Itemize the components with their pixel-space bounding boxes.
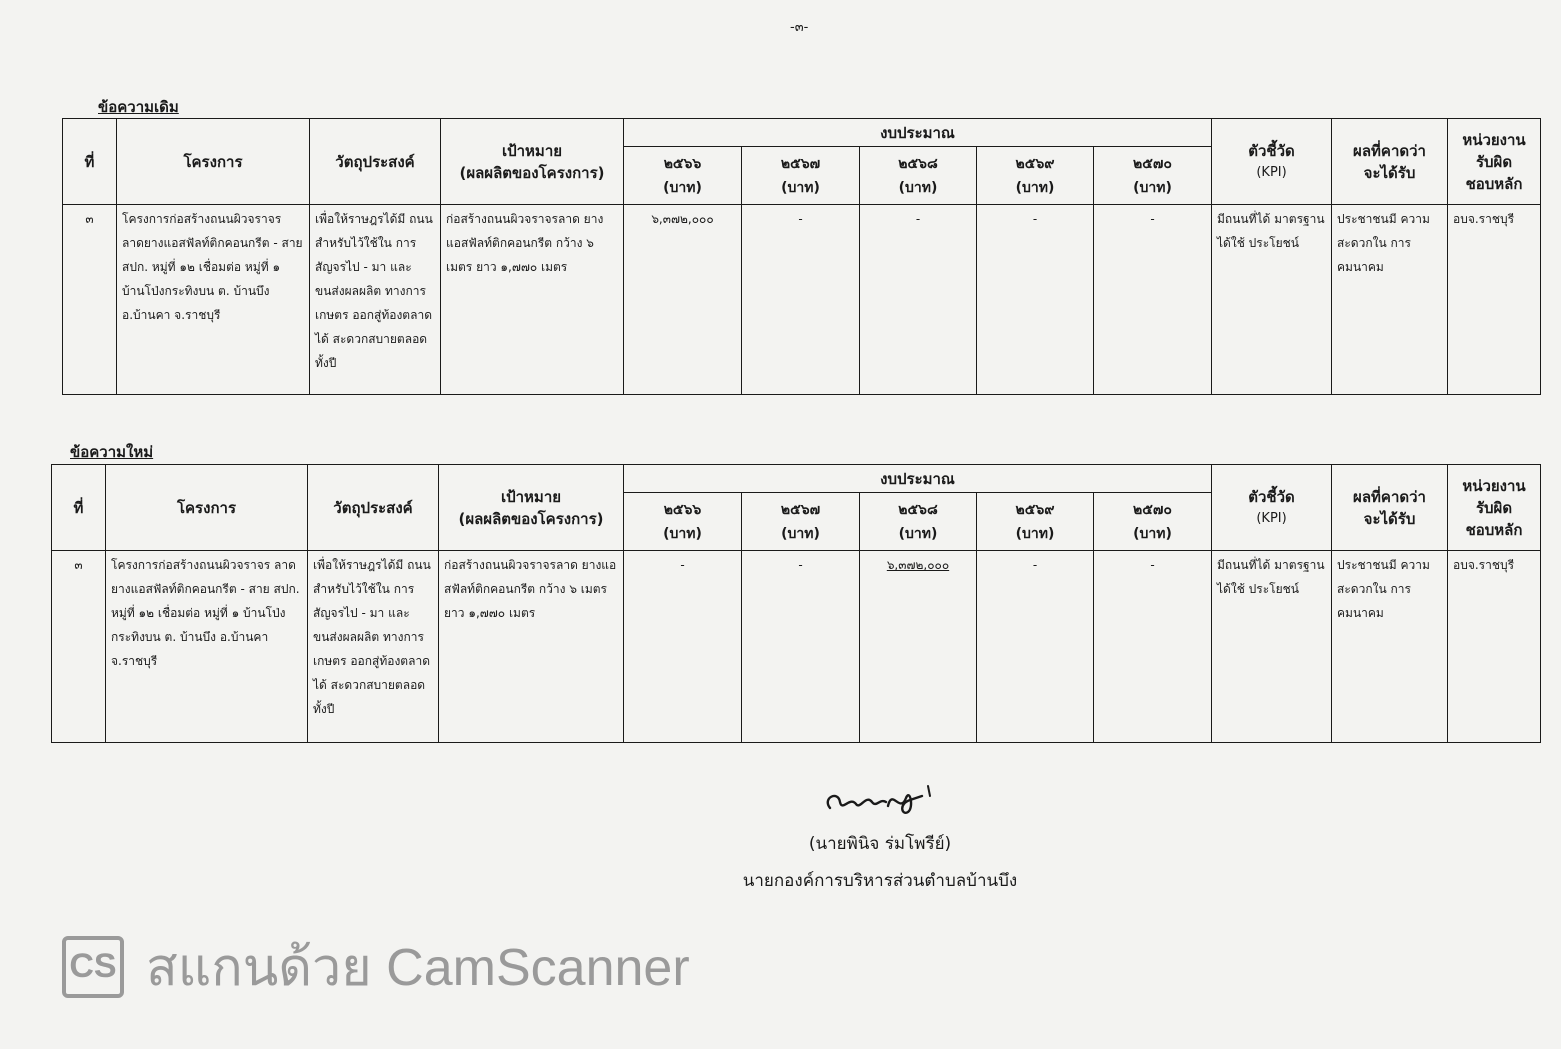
year-label: ๒๕๖๗ (780, 501, 821, 518)
header-kpi-line2: (KPI) (1256, 164, 1287, 180)
header-no: ที่ (52, 465, 106, 551)
cell-budget-2569: - (977, 205, 1094, 395)
header-expected (1332, 465, 1448, 551)
header-year (624, 493, 742, 551)
header-year (742, 147, 860, 205)
header-objective: วัตถุประสงค์ (310, 119, 441, 205)
cell-agency: อบจ.ราชบุรี (1448, 551, 1541, 743)
table-row (52, 551, 1541, 743)
unit-label: (บาท) (898, 525, 938, 542)
header-kpi (1212, 465, 1332, 551)
camscanner-watermark (62, 925, 690, 1008)
header-no: ที่ (63, 119, 117, 205)
cell-kpi: มีถนนที่ได้ มาตรฐานได้ใช้ ประโยชน์ (1212, 205, 1332, 395)
cell-budget-2568: - (860, 205, 977, 395)
unit-label: (บาท) (1015, 525, 1055, 542)
year-label: ๒๕๖๘ (898, 501, 938, 518)
header-agency-line1: หน่วยงาน (1462, 476, 1526, 495)
header-agency (1448, 119, 1541, 205)
header-year (742, 493, 860, 551)
original-plan-table (62, 118, 1541, 395)
cell-expected: ประชาชนมี ความสะดวกใน การคมนาคม (1332, 205, 1448, 395)
unit-label: (บาท) (663, 179, 702, 196)
camscanner-logo-icon: CS (62, 936, 124, 998)
header-expected-line2: จะได้รับ (1363, 163, 1416, 182)
header-agency-line1: หน่วยงาน (1462, 130, 1526, 149)
year-label: ๒๕๖๙ (1015, 501, 1055, 518)
unit-label: (บาท) (898, 179, 938, 196)
year-label: ๒๕๖๘ (898, 155, 938, 172)
year-label: ๒๕๖๗ (780, 155, 821, 172)
header-target (439, 465, 624, 551)
header-agency (1448, 465, 1541, 551)
header-year (860, 493, 977, 551)
cell-budget-2568: ๖,๓๗๒,๐๐๐ (860, 551, 977, 743)
header-target-line2: (ผลผลิตของโครงการ) (459, 163, 605, 182)
header-expected-line2: จะได้รับ (1363, 509, 1416, 528)
cell-budget-2566: - (624, 551, 742, 743)
year-label: ๒๕๖๖ (663, 501, 702, 518)
cell-target: ก่อสร้างถนนผิวจราจรลาด ยางแอสฟัลท์ติกคอนกรีต กว้าง ๖ เมตร ยาว ๑,๗๗๐ เมตร (439, 551, 624, 743)
header-target-line1: เป้าหมาย (501, 141, 563, 160)
cell-kpi: มีถนนที่ได้ มาตรฐานได้ใช้ ประโยชน์ (1212, 551, 1332, 743)
header-year (1094, 493, 1212, 551)
section-label-original: ข้อความเดิม (98, 98, 179, 116)
header-agency-line2: รับผิด (1475, 498, 1513, 517)
header-agency-line3: ชอบหลัก (1465, 520, 1523, 539)
signature-block (700, 768, 1060, 894)
header-expected-line1: ผลที่คาดว่า (1353, 141, 1426, 160)
header-expected-line1: ผลที่คาดว่า (1353, 487, 1426, 506)
cell-target: ก่อสร้างถนนผิวจราจรลาด ยางแอสฟัลท์ติกคอนกรีต กว้าง ๖ เมตร ยาว ๑,๗๗๐ เมตร (441, 205, 624, 395)
header-target-line1: เป้าหมาย (500, 487, 562, 506)
table-row (63, 205, 1541, 395)
cell-no: ๓ (63, 205, 117, 395)
header-year (860, 147, 977, 205)
header-project: โครงการ (106, 465, 308, 551)
header-kpi-line1: ตัวชี้วัด (1248, 487, 1295, 506)
year-label: ๒๕๗๐ (1133, 501, 1172, 518)
header-year (1094, 147, 1212, 205)
year-label: ๒๕๖๙ (1015, 155, 1055, 172)
signatory-name: (นายพินิจ ร่มโพรีย์) (808, 834, 952, 854)
cell-budget-2567: - (742, 205, 860, 395)
signatory-title: นายกองค์การบริหารส่วนตำบลบ้านบึง (742, 871, 1018, 891)
header-kpi-line2: (KPI) (1256, 510, 1287, 526)
unit-label: (บาท) (663, 525, 702, 542)
cell-no: ๓ (52, 551, 106, 743)
header-agency-line2: รับผิด (1475, 152, 1513, 171)
year-label: ๒๕๗๐ (1133, 155, 1172, 172)
header-target-line2: (ผลผลิตของโครงการ) (458, 509, 604, 528)
cell-objective: เพื่อให้ราษฎรได้มี ถนนสำหรับไว้ใช้ใน การสัญจรไป - มา และขนส่งผลผลิต ทางการเกษตร ออกสู่ท้องตลาดได้ สะดวกสบายตลอด ทั้งปี (308, 551, 439, 743)
cell-budget-2570: - (1094, 551, 1212, 743)
header-objective: วัตถุประสงค์ (308, 465, 439, 551)
watermark-text: สแกนด้วย CamScanner (146, 939, 690, 997)
page-number: -๓- (790, 20, 809, 35)
header-project: โครงการ (117, 119, 310, 205)
header-year (624, 147, 742, 205)
cell-budget-2569: - (977, 551, 1094, 743)
cell-budget-2570: - (1094, 205, 1212, 395)
cell-budget-2566: ๖,๓๗๒,๐๐๐ (624, 205, 742, 395)
unit-label: (บาท) (1015, 179, 1055, 196)
cell-project: โครงการก่อสร้างถนนผิวจราจร ลาดยางแอสฟัลท์ติกคอนกรีต - สาย สปก. หมู่ที่ ๑๒ เชื่อมต่อ หมู่ที่ ๑ บ้านโป่งกระทิงบน ต. บ้านบึง อ.บ้านคา จ.ราชบุรี (106, 551, 308, 743)
header-expected (1332, 119, 1448, 205)
header-year (977, 147, 1094, 205)
header-budget: งบประมาณ (624, 465, 1212, 493)
year-label: ๒๕๖๖ (663, 155, 702, 172)
unit-label: (บาท) (781, 525, 820, 542)
unit-label: (บาท) (1133, 179, 1172, 196)
unit-label: (บาท) (781, 179, 820, 196)
cell-expected: ประชาชนมี ความสะดวกใน การคมนาคม (1332, 551, 1448, 743)
header-year (977, 493, 1094, 551)
cell-project: โครงการก่อสร้างถนนผิวจราจร ลาดยางแอสฟัลท์ติกคอนกรีต - สาย สปก. หมู่ที่ ๑๒ เชื่อมต่อ หมู่ที่ ๑ บ้านโป่งกระทิงบน ต. บ้านบึง อ.บ้านคา จ.ราชบุรี (117, 205, 310, 395)
new-plan-table (51, 464, 1541, 743)
cell-objective: เพื่อให้ราษฎรได้มี ถนนสำหรับไว้ใช้ใน การสัญจรไป - มา และขนส่งผลผลิต ทางการเกษตร ออกสู่ท้องตลาดได้ สะดวกสบายตลอด ทั้งปี (310, 205, 441, 395)
cell-agency: อบจ.ราชบุรี (1448, 205, 1541, 395)
header-kpi (1212, 119, 1332, 205)
unit-label: (บาท) (1133, 525, 1172, 542)
handwritten-signature (810, 768, 950, 824)
cell-budget-2567: - (742, 551, 860, 743)
section-label-new: ข้อความใหม่ (70, 443, 154, 461)
header-agency-line3: ชอบหลัก (1465, 174, 1523, 193)
header-budget: งบประมาณ (624, 119, 1212, 147)
header-target (441, 119, 624, 205)
header-kpi-line1: ตัวชี้วัด (1248, 141, 1295, 160)
